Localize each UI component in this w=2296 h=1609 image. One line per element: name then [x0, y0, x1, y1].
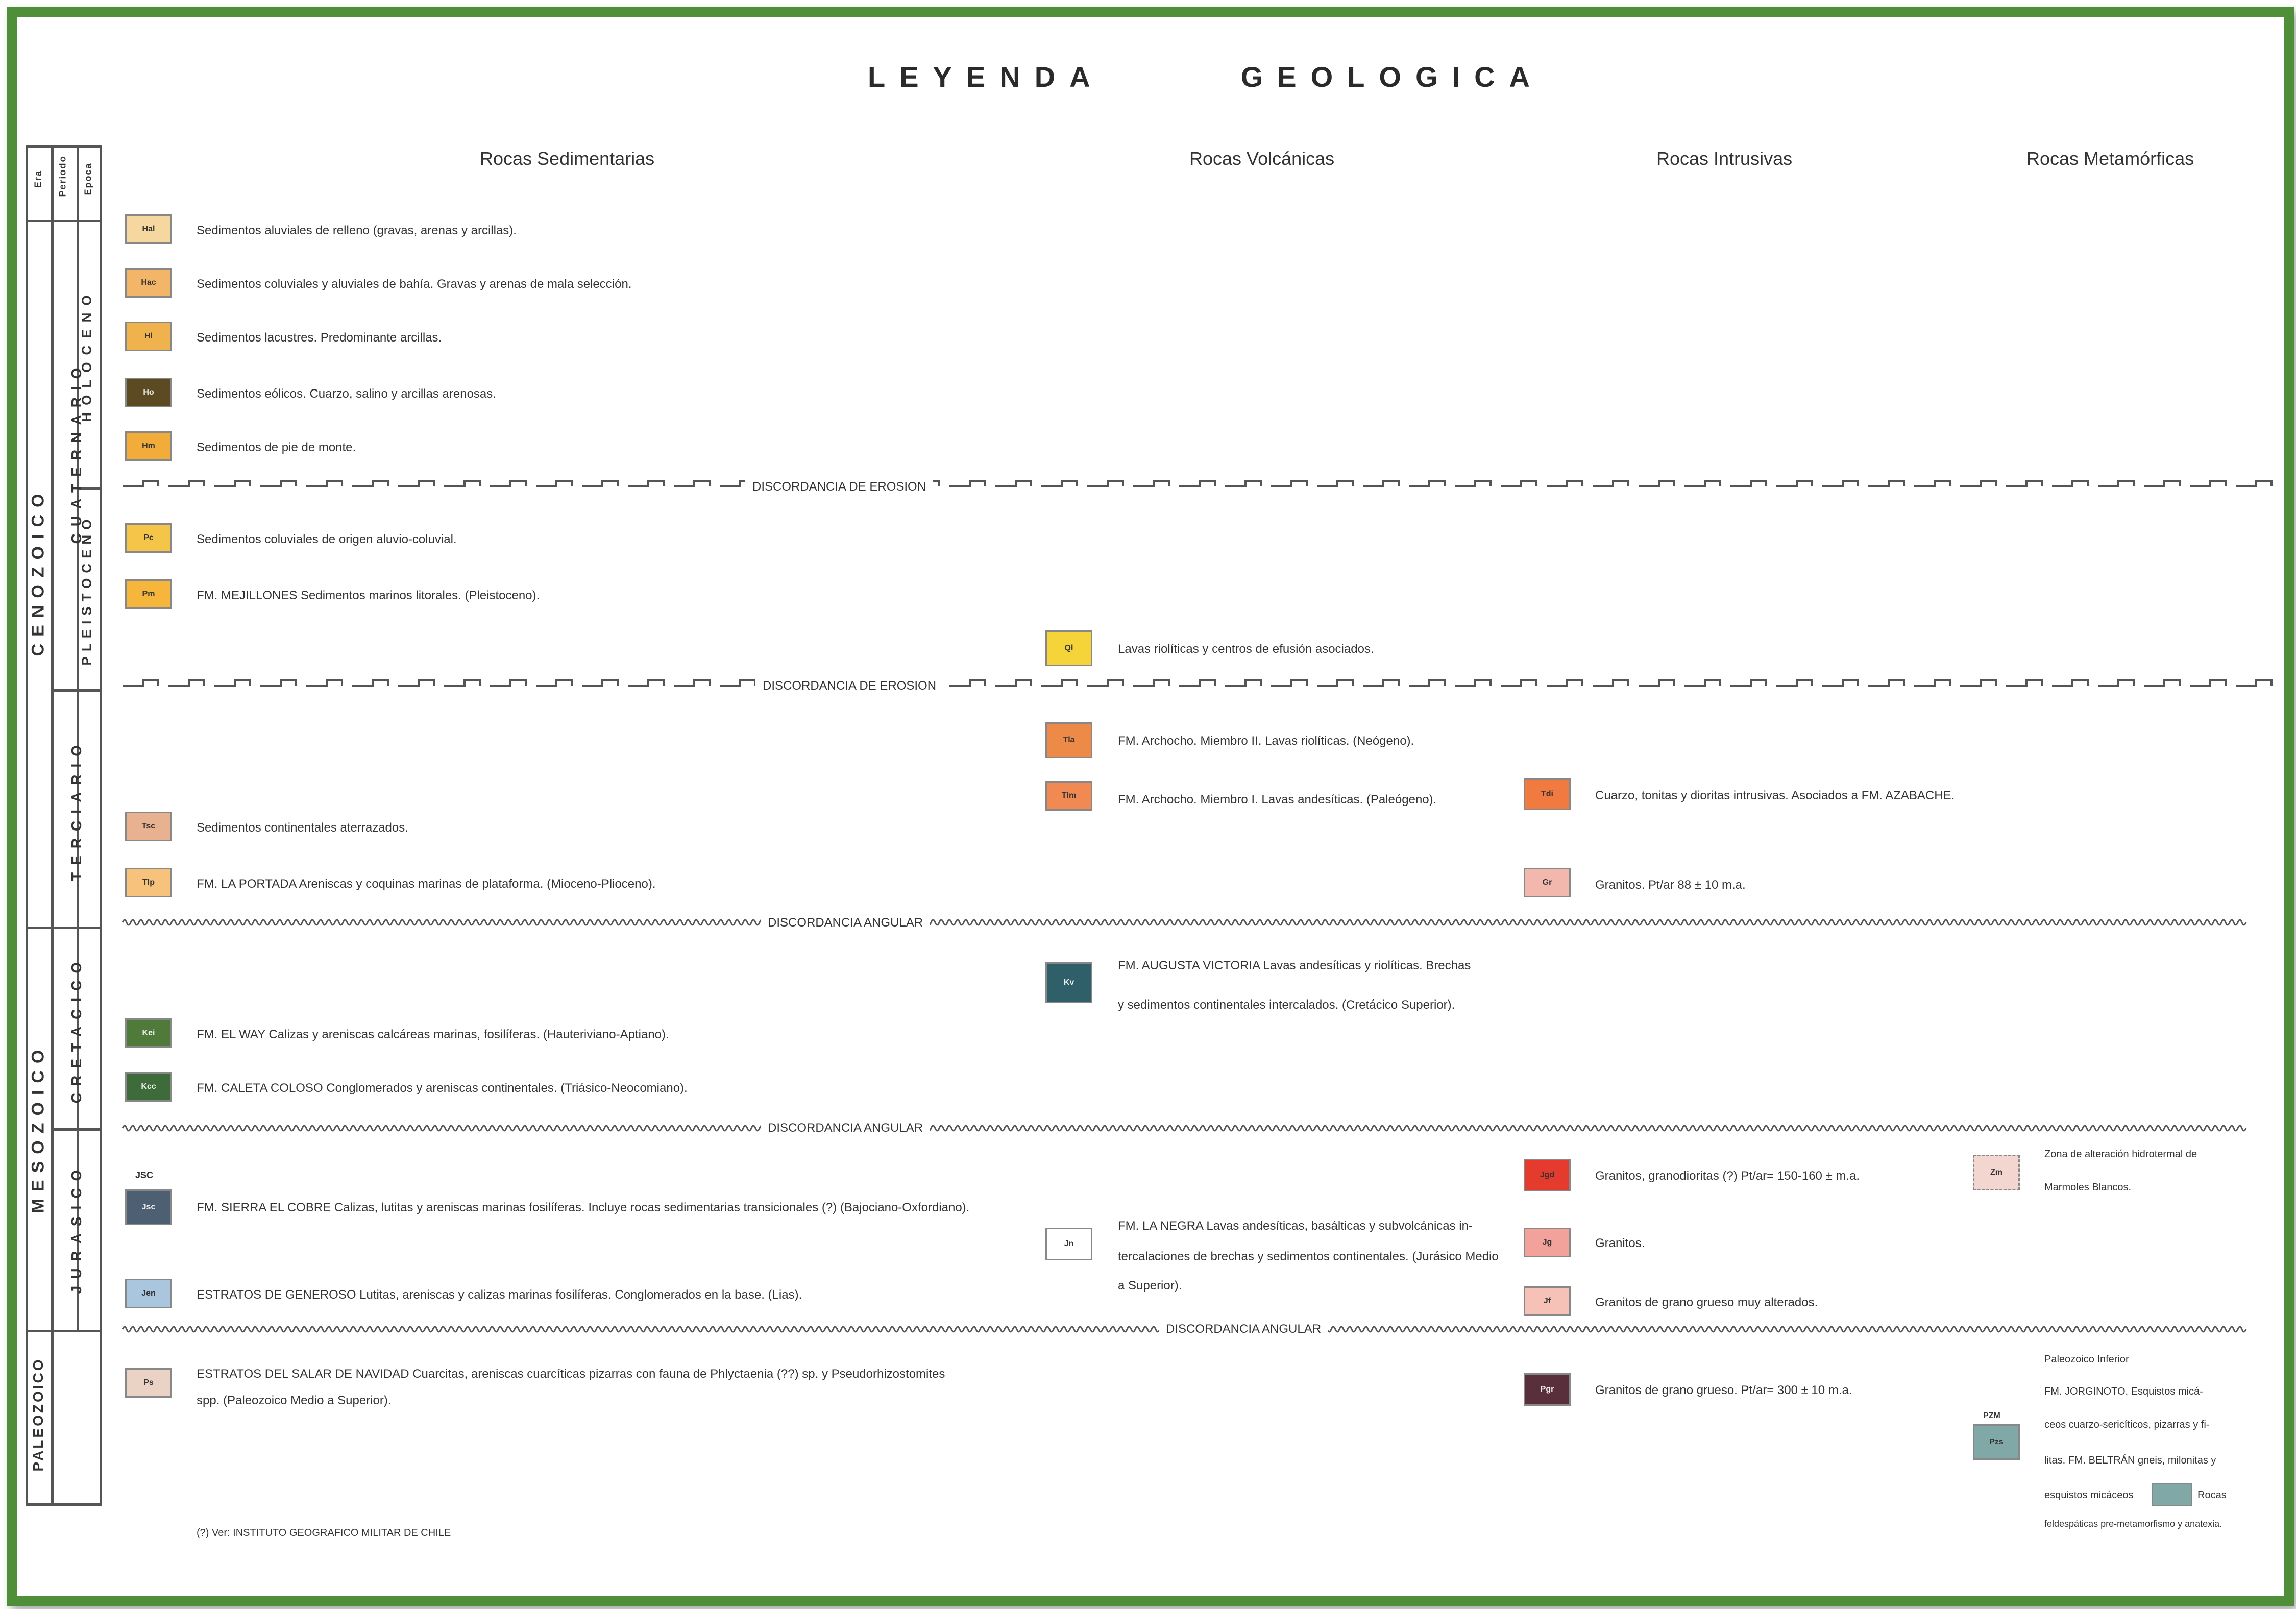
unit-text-i3: Granitos, granodioritas (?) Pt/ar= 150-160 ± m.a.: [1595, 1169, 1860, 1183]
era-paleozoic: PALEOZOICO: [30, 1357, 46, 1472]
unit-text-v4-line2: y sedimentos continentales intercalados. (Cretácico Superior).: [1118, 998, 1455, 1012]
discordance-label-erosion-1: DISCORDANCIA DE EROSION: [745, 480, 933, 494]
header-intrusive: Rocas Intrusivas: [1656, 148, 1793, 169]
unit-text-s2: Sedimentos coluviales y aluviales de bahía. Gravas y arenas de mala selección.: [197, 277, 632, 291]
epoch-holocene: HOLOCENO: [79, 288, 94, 422]
unit-swatch-s1: Hal: [125, 214, 172, 244]
unit-swatch-i4: Jg: [1524, 1228, 1571, 1257]
unit-inline-swatch-m2: [2152, 1483, 2192, 1506]
discordance-erosion-path: [123, 481, 2271, 486]
unit-label-above-m2: PZM: [1983, 1411, 2000, 1420]
header-sedimentary: Rocas Sedimentarias: [480, 148, 655, 169]
unit-swatch-s7: Pm: [125, 579, 172, 609]
unit-text-s11: FM. CALETA COLOSO Conglomerados y areniscas continentales. (Triásico-Neocomiano).: [197, 1081, 688, 1095]
unit-text-v4-line1: FM. AUGUSTA VICTORIA Lavas andesíticas y riolíticas. Brechas: [1118, 959, 1471, 972]
unit-text-s9: FM. LA PORTADA Areniscas y coquinas marinas de plataforma. (Mioceno-Plioceno).: [197, 877, 656, 891]
unit-text-m2-line6: Rocas: [2197, 1490, 2227, 1501]
unit-swatch-s2: Hac: [125, 268, 172, 298]
header-metamorphic: Rocas Metamórficas: [2026, 148, 2194, 169]
unit-swatch-i5: Jf: [1524, 1286, 1571, 1316]
unit-swatch-s12: Jsc: [125, 1189, 172, 1225]
unit-swatch-i3: Jgd: [1524, 1159, 1571, 1191]
unit-text-s6: Sedimentos coluviales de origen aluvio-coluvial.: [197, 532, 457, 546]
unit-swatch-v1: Ql: [1045, 630, 1092, 666]
unit-text-m2-line7: feldespáticas pre-metamorfismo y anatexia.: [2044, 1519, 2222, 1529]
unit-swatch-s14: Ps: [125, 1368, 172, 1398]
unit-text-s10: FM. EL WAY Calizas y areniscas calcáreas marinas, fosilíferas. (Hauteriviano-Aptiano).: [197, 1028, 669, 1041]
unit-text-s14-line2: spp. (Paleozoico Medio a Superior).: [197, 1394, 392, 1407]
unit-text-s7: FM. MEJILLONES Sedimentos marinos litorales. (Pleistoceno).: [197, 589, 540, 602]
unit-text-m2-line5: esquistos micáceos: [2044, 1490, 2134, 1501]
period-quaternary: CUATERNARIO: [68, 360, 84, 544]
period-tertiary: TERCIARIO: [68, 738, 84, 881]
unit-text-v1: Lavas riolíticas y centros de efusión asociados.: [1118, 642, 1374, 656]
unit-text-m1-line2: Marmoles Blancos.: [2044, 1182, 2132, 1193]
unit-text-v5-line3: a Superior).: [1118, 1279, 1182, 1293]
unit-text-s5: Sedimentos de pie de monte.: [197, 441, 356, 454]
unit-text-s3: Sedimentos lacustres. Predominante arcillas.: [197, 331, 442, 345]
unit-text-m2-line1: Paleozoico Inferior: [2044, 1354, 2129, 1365]
unit-text-s8: Sedimentos continentales aterrazados.: [197, 821, 408, 835]
strat-header-epoch: Epoca: [83, 162, 93, 196]
discordance-label-angular-3: DISCORDANCIA ANGULAR: [1159, 1322, 1328, 1336]
unit-text-s4: Sedimentos eólicos. Cuarzo, salino y arcillas arenosas.: [197, 387, 496, 401]
unit-swatch-v5: Jn: [1045, 1228, 1092, 1260]
unit-text-i6: Granitos de grano grueso. Pt/ar= 300 ± 10 m.a.: [1595, 1383, 1852, 1397]
discordance-line-angular-2: [123, 1122, 2246, 1134]
unit-swatch-s9: Tlp: [125, 868, 172, 897]
title-word-2: GEOLOGICA: [1240, 61, 1544, 93]
unit-text-m1-line1: Zona de alteración hidrotermal de: [2044, 1149, 2197, 1160]
unit-swatch-s11: Kcc: [125, 1072, 172, 1102]
unit-swatch-m1: Zm: [1973, 1155, 2020, 1190]
unit-swatch-i1: Tdi: [1524, 778, 1571, 810]
unit-text-v5-line1: FM. LA NEGRA Lavas andesíticas, basálticas y subvolcánicas in-: [1118, 1219, 1473, 1233]
unit-swatch-s10: Kei: [125, 1018, 172, 1048]
unit-swatch-s6: Pc: [125, 523, 172, 553]
unit-text-i4: Granitos.: [1595, 1236, 1645, 1250]
unit-text-s1: Sedimentos aluviales de relleno (gravas, arenas y arcillas).: [197, 224, 517, 237]
unit-text-s12: FM. SIERRA EL COBRE Calizas, lutitas y areniscas marinas fosilíferas. Incluye rocas sedimentarias transicionales (?) (Bajociano-Oxfordiano).: [197, 1201, 970, 1214]
unit-text-v5-line2: tercalaciones de brechas y sedimentos continentales. (Jurásico Medio: [1118, 1250, 1499, 1263]
unit-text-m2-line4: litas. FM. BELTRÁN gneis, milonitas y: [2044, 1455, 2216, 1466]
discordance-line-angular-1: [123, 916, 2246, 929]
strat-header-era: Era: [33, 169, 43, 188]
unit-swatch-s4: Ho: [125, 378, 172, 407]
strat-header-period: Periodo: [57, 155, 68, 197]
era-mesozoic: MESOZOICO: [28, 1042, 48, 1213]
discordance-label-angular-1: DISCORDANCIA ANGULAR: [761, 916, 930, 930]
unit-swatch-s5: Hm: [125, 431, 172, 461]
discordance-line-erosion-1: [123, 477, 2246, 493]
unit-text-v3: FM. Archocho. Miembro I. Lavas andesíticas. (Paleógeno).: [1118, 793, 1437, 807]
unit-text-m2-line2: FM. JORGINOTO. Esquistos micá-: [2044, 1386, 2203, 1397]
legend-title: [868, 60, 1544, 93]
unit-swatch-s8: Tsc: [125, 812, 172, 841]
header-volcanic: Rocas Volcánicas: [1189, 148, 1335, 169]
unit-swatch-v3: Tlm: [1045, 781, 1092, 811]
unit-text-i5: Granitos de grano grueso muy alterados.: [1595, 1296, 1818, 1309]
discordance-label-angular-2: DISCORDANCIA ANGULAR: [761, 1121, 930, 1135]
epoch-pleistocene: PLEISTOCENO: [79, 514, 94, 666]
unit-text-i2: Granitos. Pt/ar 88 ± 10 m.a.: [1595, 878, 1746, 892]
discordance-erosion-path: [123, 680, 2271, 686]
unit-label-above-s12: JSC: [135, 1170, 154, 1180]
unit-swatch-s13: Jen: [125, 1279, 172, 1308]
unit-swatch-s3: Hl: [125, 322, 172, 351]
unit-swatch-m2: Pzs: [1973, 1424, 2020, 1460]
discordance-line-erosion-2: [123, 676, 2246, 692]
period-jurassic: JURASICO: [68, 1162, 84, 1294]
unit-text-s13: ESTRATOS DE GENEROSO Lutitas, areniscas y calizas marinas fosilíferas. Conglomerados en la base. (Lias).: [197, 1288, 802, 1302]
period-cretaceous: CRETACICO: [68, 955, 84, 1104]
unit-swatch-v2: Tla: [1045, 722, 1092, 758]
unit-text-m2-line3: ceos cuarzo-sericíticos, pizarras y fi-: [2044, 1419, 2210, 1430]
unit-text-v2: FM. Archocho. Miembro II. Lavas riolíticas. (Neógeno).: [1118, 734, 1414, 748]
unit-text-s14-line1: ESTRATOS DEL SALAR DE NAVIDAD Cuarcitas, areniscas cuarcíticas pizarras con fauna de Phlyctaenia (??) sp. y Pseudorhizostomites: [197, 1367, 945, 1381]
era-cenozoic: CENOZOICO: [28, 486, 48, 656]
discordance-label-erosion-2: DISCORDANCIA DE EROSION: [755, 679, 943, 693]
unit-swatch-i6: Pgr: [1524, 1373, 1571, 1406]
discordance-wave-path: [123, 1126, 2246, 1131]
title-word-1: LEYENDA: [868, 61, 1105, 93]
discordance-wave-path: [123, 920, 2246, 925]
unit-text-i1: Cuarzo, tonitas y dioritas intrusivas. Asociados a FM. AZABACHE.: [1595, 789, 1955, 802]
legend-footnote: (?) Ver: INSTITUTO GEOGRAFICO MILITAR DE CHILE: [197, 1527, 451, 1539]
unit-swatch-i2: Gr: [1524, 868, 1571, 897]
unit-swatch-v4: Kv: [1045, 962, 1092, 1003]
